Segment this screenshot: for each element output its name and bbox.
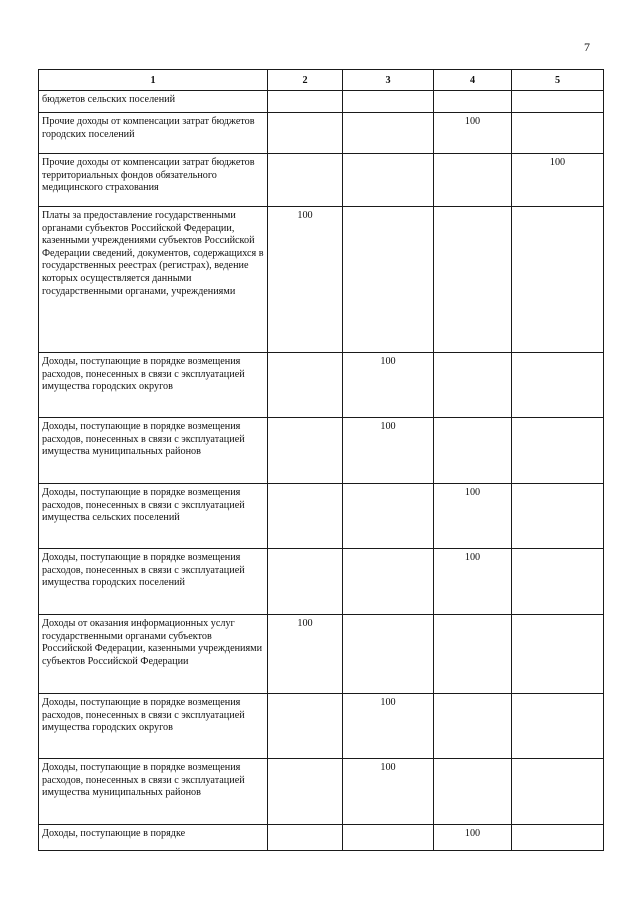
value-cell: [343, 549, 434, 615]
value-cell: 100: [434, 825, 512, 851]
value-cell: [434, 353, 512, 418]
revenue-distribution-table: [38, 69, 604, 851]
row-description: Доходы, поступающие в порядке возмещения расходов, понесенных в связи с эксплуатацией имущества городских округов: [39, 694, 268, 759]
value-cell: [343, 615, 434, 694]
table-header-row: [39, 70, 604, 91]
table-row: [39, 207, 604, 353]
value-cell: 100: [343, 694, 434, 759]
value-cell: [343, 484, 434, 549]
value-cell: [268, 91, 343, 113]
row-description: Доходы, поступающие в порядке: [39, 825, 268, 851]
value-cell: [434, 91, 512, 113]
column-header-1: 1: [39, 70, 268, 91]
table-row: [39, 353, 604, 418]
row-description: Доходы, поступающие в порядке возмещения расходов, понесенных в связи с эксплуатацией имущества сельских поселений: [39, 484, 268, 549]
value-cell: 100: [343, 759, 434, 825]
value-cell: [343, 825, 434, 851]
value-cell: [434, 207, 512, 353]
page-number: 7: [584, 40, 590, 54]
value-cell: [268, 694, 343, 759]
value-cell: [268, 113, 343, 154]
row-description: Доходы, поступающие в порядке возмещения расходов, понесенных в связи с эксплуатацией имущества городских поселений: [39, 549, 268, 615]
value-cell: [268, 353, 343, 418]
row-description: бюджетов сельских поселений: [39, 91, 268, 113]
value-cell: [512, 549, 604, 615]
row-description: Прочие доходы от компенсации затрат бюджетов территориальных фондов обязательного медицинского страхования: [39, 154, 268, 207]
value-cell: 100: [434, 113, 512, 154]
column-header-3: 3: [343, 70, 434, 91]
value-cell: [343, 91, 434, 113]
value-cell: [268, 549, 343, 615]
value-cell: [512, 91, 604, 113]
table-row: [39, 549, 604, 615]
value-cell: [512, 418, 604, 484]
table-row: [39, 615, 604, 694]
value-cell: 100: [434, 484, 512, 549]
row-description: Прочие доходы от компенсации затрат бюджетов городских поселений: [39, 113, 268, 154]
value-cell: [343, 154, 434, 207]
value-cell: [512, 353, 604, 418]
value-cell: [268, 484, 343, 549]
value-cell: [512, 113, 604, 154]
table-row: [39, 113, 604, 154]
row-description: Доходы, поступающие в порядке возмещения расходов, понесенных в связи с эксплуатацией имущества городских округов: [39, 353, 268, 418]
table-row: [39, 484, 604, 549]
value-cell: 100: [512, 154, 604, 207]
row-description: Доходы от оказания информационных услуг государственными органами субъектов Российской Федерации, казенными учреждениями субъектов Российской Федерации: [39, 615, 268, 694]
value-cell: [512, 694, 604, 759]
value-cell: [512, 759, 604, 825]
value-cell: [268, 154, 343, 207]
table-row: [39, 759, 604, 825]
value-cell: 100: [268, 615, 343, 694]
value-cell: [434, 615, 512, 694]
value-cell: [434, 759, 512, 825]
table-row: [39, 694, 604, 759]
value-cell: 100: [434, 549, 512, 615]
table-row: [39, 154, 604, 207]
column-header-5: 5: [512, 70, 604, 91]
value-cell: [268, 825, 343, 851]
value-cell: [434, 418, 512, 484]
table-row: [39, 825, 604, 851]
value-cell: 100: [268, 207, 343, 353]
column-header-4: 4: [434, 70, 512, 91]
value-cell: [512, 207, 604, 353]
value-cell: [268, 759, 343, 825]
value-cell: 100: [343, 418, 434, 484]
value-cell: 100: [343, 353, 434, 418]
value-cell: [268, 418, 343, 484]
table-row: [39, 418, 604, 484]
value-cell: [512, 825, 604, 851]
row-description: Платы за предоставление государственными органами субъектов Российской Федерации, казенными учреждениями субъектов Российской Федерации сведений, документов, содержащихся в государственных реестрах (регистрах), ведение которых осуществляется данными государственными органами, учреждениями: [39, 207, 268, 353]
row-description: Доходы, поступающие в порядке возмещения расходов, понесенных в связи с эксплуатацией имущества муниципальных районов: [39, 759, 268, 825]
value-cell: [434, 694, 512, 759]
row-description: Доходы, поступающие в порядке возмещения расходов, понесенных в связи с эксплуатацией имущества муниципальных районов: [39, 418, 268, 484]
value-cell: [434, 154, 512, 207]
value-cell: [512, 615, 604, 694]
value-cell: [512, 484, 604, 549]
value-cell: [343, 113, 434, 154]
column-header-2: 2: [268, 70, 343, 91]
table-row: [39, 91, 604, 113]
value-cell: [343, 207, 434, 353]
